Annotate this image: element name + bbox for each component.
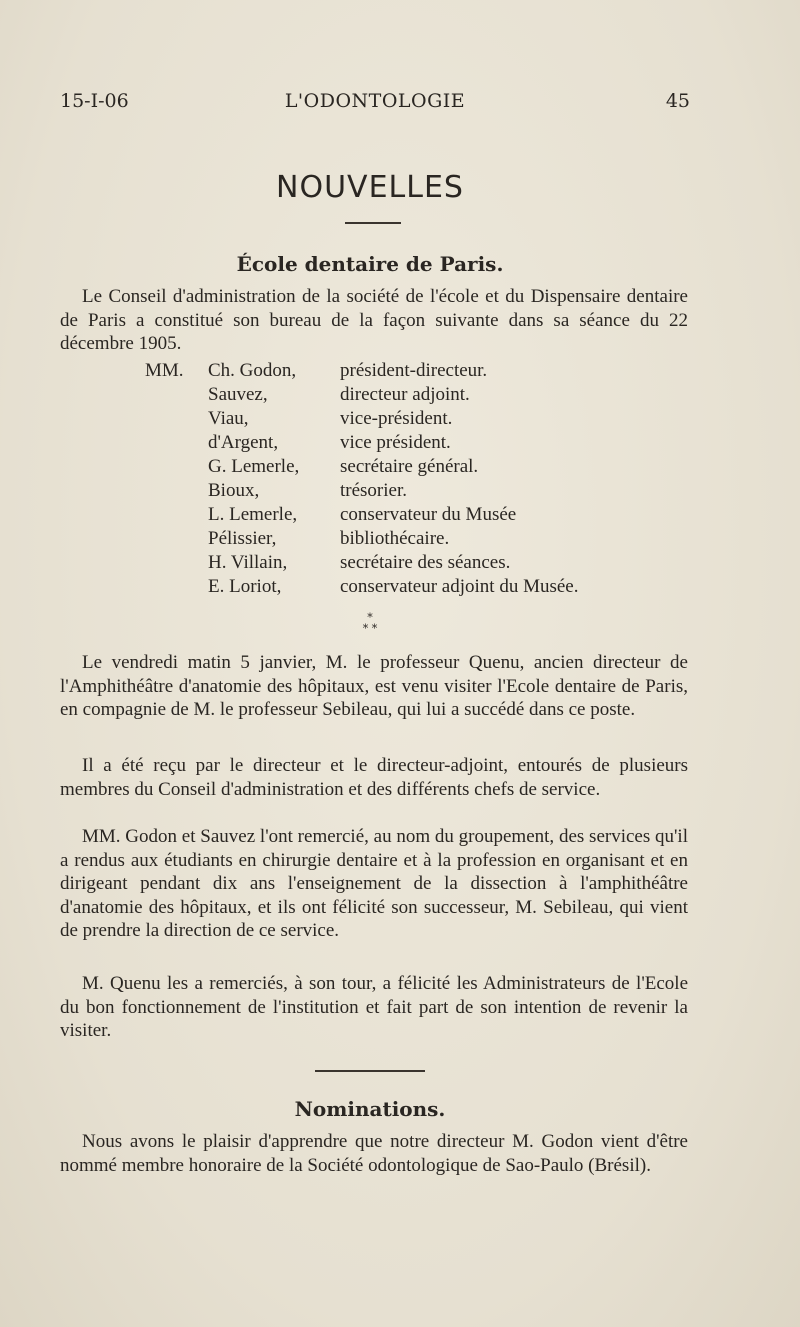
members-prefix: MM. [145, 360, 184, 381]
title-divider [345, 222, 401, 224]
section-divider [315, 1070, 425, 1072]
journal-title: L'ODONTOLOGIE [284, 90, 466, 112]
asterism-bottom: * * [362, 622, 378, 635]
member-row [60, 504, 690, 528]
member-name: E. Loriot, [208, 576, 282, 597]
member-role: secrétaire des séances. [340, 552, 511, 573]
section-heading-ecole: École dentaire de Paris. [236, 252, 504, 276]
member-role: président-directeur. [340, 360, 488, 381]
member-name: Viau, [208, 408, 249, 429]
member-row [60, 384, 690, 408]
bureau-members-list [60, 360, 690, 600]
member-row [60, 552, 690, 576]
body-paragraph: Il a été reçu par le directeur et le directeur-adjoint, entourés de plusieurs membres du Conseil d'administration et des différents chefs de service. [60, 755, 688, 800]
member-name: Sauvez, [208, 384, 268, 405]
member-row [60, 480, 690, 504]
member-row [60, 432, 690, 456]
member-role: trésorier. [340, 480, 408, 501]
page-number: 45 [665, 90, 690, 112]
member-row [60, 360, 690, 384]
body-paragraph: Le vendredi matin 5 janvier, M. le professeur Quenu, ancien directeur de l'Amphithéâtre d'anatomie des hôpitaux, est venu visiter l'Ecole dentaire de Paris, en compagnie de M. le professeur Sebileau, qui lui a succédé dans ce poste. [60, 652, 688, 721]
asterism-separator [0, 612, 740, 634]
member-name: d'Argent, [208, 432, 279, 453]
member-name: H. Villain, [208, 552, 288, 573]
member-role: conservateur adjoint du Musée. [340, 576, 579, 597]
running-header [60, 90, 690, 118]
intro-paragraph: Le Conseil d'administration de la société de l'école et du Dispensaire dentaire de Paris a constitué son bureau de la façon suivante dans sa séance du 22 décembre 1905. [60, 286, 688, 355]
asterism-top: * [367, 611, 373, 624]
nominations-paragraph: Nous avons le plaisir d'apprendre que notre directeur M. Godon vient d'être nommé membre honoraire de la Société odontologique de Sao-Paulo (Brésil). [60, 1131, 688, 1176]
member-name: Bioux, [208, 480, 260, 501]
member-name: Ch. Godon, [208, 360, 297, 381]
member-role: conservateur du Musée [340, 504, 517, 525]
member-name: L. Lemerle, [208, 504, 298, 525]
body-paragraph: MM. Godon et Sauvez l'ont remercié, au nom du groupement, des services qu'il a rendus aux étudiants en chirurgie dentaire et à la profession en organisant et en dirigeant pendant dix ans l'enseignement de la dissection à l'amphithéâtre d'anatomie des hôpitaux, et ils ont félicité son successeur, M. Sebileau, qui vient de prendre la direction de ce service. [60, 826, 688, 942]
member-row [60, 576, 690, 600]
member-role: vice président. [340, 432, 451, 453]
section-heading-nominations: Nominations. [294, 1097, 446, 1121]
issue-date: 15-I-06 [60, 90, 129, 112]
member-name: Pélissier, [208, 528, 277, 549]
body-paragraph: M. Quenu les a remerciés, à son tour, a félicité les Administrateurs de l'Ecole du bon fonctionnement de l'institution et fait part de son intention de revenir la visiter. [60, 973, 688, 1042]
member-name: G. Lemerle, [208, 456, 300, 477]
member-role: bibliothécaire. [340, 528, 450, 549]
member-role: vice-président. [340, 408, 453, 429]
member-role: directeur adjoint. [340, 384, 470, 405]
member-row [60, 456, 690, 480]
member-row [60, 408, 690, 432]
member-role: secrétaire général. [340, 456, 479, 477]
member-row [60, 528, 690, 552]
page-title: NOUVELLES [276, 170, 464, 205]
